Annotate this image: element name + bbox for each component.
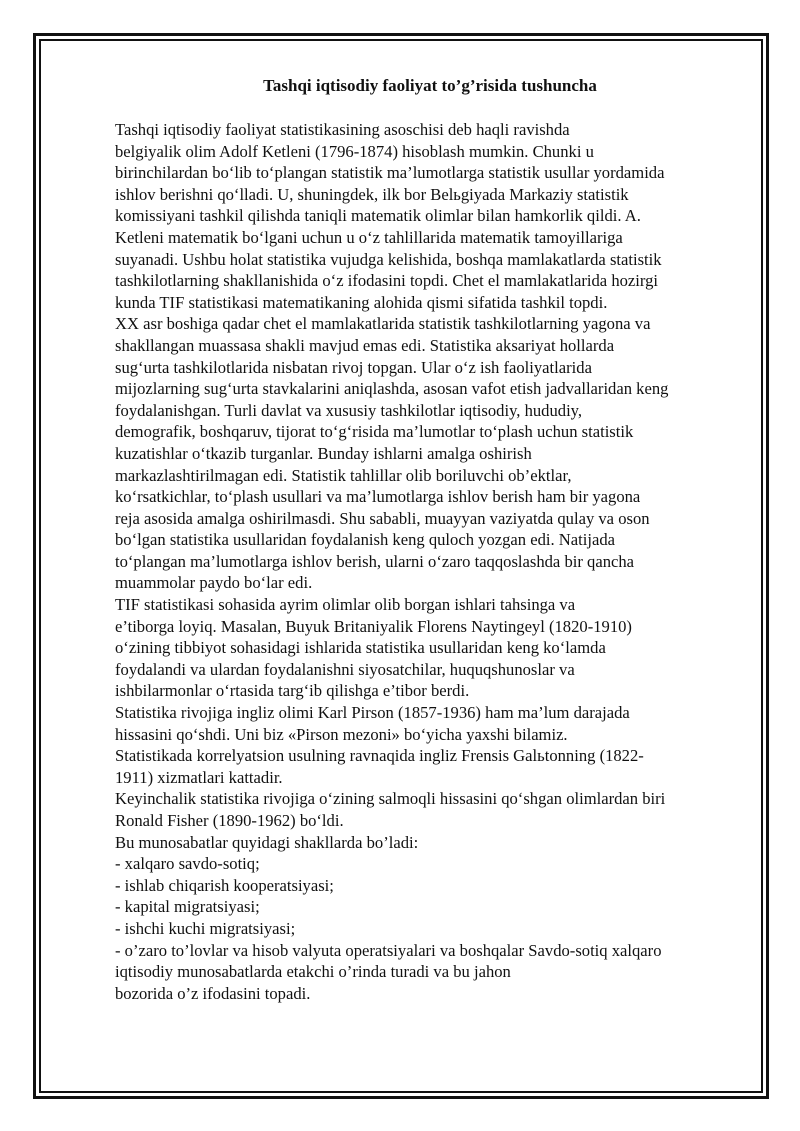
text-line: - ishlab chiqarish kooperatsiyasi;	[115, 875, 334, 895]
text-line: foydalandi va ulardan foydalanishni siyosatchilar, huquqshunoslar va	[115, 659, 575, 679]
text-line: - kapital migratsiyasi;	[115, 897, 260, 917]
text-line: foydalanishgan. Turli davlat va xususiy tashkilotlar iqtisodiy, hududiy,	[115, 400, 583, 420]
text-line: Bu munosabatlar quyidagi shakllarda bo’ladi:	[115, 832, 419, 852]
text-line: bozorida o’z ifodasini topadi.	[115, 983, 311, 1003]
text-line: Statistikada korrelyatsion usulning ravnaqida ingliz Frensis Galьtonning (1822-	[115, 746, 644, 766]
text-line: bo‘lgan statistika usullaridan foydalanish keng quloch yozgan edi. Natijada	[115, 530, 615, 550]
text-line: 1911) xizmatlari kattadir.	[115, 767, 283, 787]
text-line: ishbilarmonlar o‘rtasida targ‘ib qilishga e’tibor berdi.	[115, 681, 470, 701]
text-line: komissiyani tashkil qilishda taniqli matematik olimlar bilan hamkorlik qildi. A.	[115, 206, 641, 226]
text-line: belgiyalik olim Adolf Ketleni (1796-1874) hisoblash mumkin. Chunki u	[115, 141, 594, 161]
text-line: - o’zaro to’lovlar va hisob valyuta operatsiyalari va boshqalar Savdo-sotiq xalqaro	[115, 940, 662, 960]
text-line: - xalqaro savdo-sotiq;	[115, 854, 260, 874]
text-line: birinchilardan bo‘lib to‘plangan statistik ma’lumotlarga statistik usullar yordamida	[115, 163, 665, 183]
text-line: shakllangan muassasa shakli mavjud emas edi. Statistika aksariyat hollarda	[115, 335, 615, 355]
text-line: sug‘urta tashkilotlarida nisbatan rivoj topgan. Ular o‘z ish faoliyatlarida	[115, 357, 592, 377]
text-line: tashkilotlarning shakllanishida o‘z ifodasini topdi. Chet el mamlakatlarida hozirgi	[115, 271, 659, 291]
text-line: suyanadi. Ushbu holat statistika vujudga kelishida, boshqa mamlakatlarda statistik	[115, 249, 662, 269]
text-line: - ishchi kuchi migratsiyasi;	[115, 918, 296, 938]
text-line: reja asosida amalga oshirilmasdi. Shu sababli, muayyan vaziyatda qulay va oson	[115, 508, 650, 528]
text-line: Ronald Fisher (1890-1962) bo‘ldi.	[115, 811, 344, 830]
document-title: Tashqi iqtisodiy faoliyat to’g’risida tushuncha	[263, 76, 597, 95]
text-line: mijozlarning sug‘urta stavkalarini aniqlashda, asosan vafot etish jadvallaridan keng	[115, 379, 669, 399]
text-line: markazlashtirilmagan edi. Statistik tahlillar olib boriluvchi ob’ektlar,	[115, 465, 572, 485]
text-line: Keyinchalik statistika rivojiga o‘zining salmoqli hissasini qo‘shgan olimlardan biri	[115, 789, 666, 809]
text-line: Ketleni matematik bo‘lgani uchun u o‘z tahlillarida matematik tamoyillariga	[115, 227, 623, 247]
text-line: demografik, boshqaruv, tijorat to‘g‘risida ma’lumotlar to‘plash uchun statistik	[115, 422, 634, 442]
text-line: kuzatishlar o‘tkazib turganlar. Bunday ishlarni amalga oshirish	[115, 443, 532, 463]
document-body	[115, 119, 750, 1004]
text-line: e’tiborga loyiq. Masalan, Buyuk Britaniyalik Florens Naytingeyl (1820-1910)	[115, 616, 632, 636]
text-line: Statistika rivojiga ingliz olimi Karl Pirson (1857-1936) ham ma’lum darajada	[115, 703, 630, 723]
text-line: iqtisodiy munosabatlarda etakchi o’rinda turadi va bu jahon	[115, 962, 511, 982]
text-line: kunda TIF statistikasi matematikaning alohida qismi sifatida tashkil topdi.	[115, 292, 608, 312]
text-line: Tashqi iqtisodiy faoliyat statistikasining asoschisi deb haqli ravishda	[115, 120, 570, 139]
text-line: XX asr boshiga qadar chet el mamlakatlarida statistik tashkilotlarning yagona va	[115, 314, 651, 334]
text-line: ko‘rsatkichlar, to‘plash usullari va ma’lumotlarga ishlov berish ham bir yagona	[115, 487, 641, 507]
text-line: muammolar paydo bo‘lar edi.	[115, 573, 313, 593]
text-line: TIF statistikasi sohasida ayrim olimlar olib borgan ishlari tahsinga va	[115, 595, 576, 615]
text-line: hissasini qo‘shdi. Uni biz «Pirson mezoni» bo‘yicha yaxshi bilamiz.	[115, 724, 568, 744]
text-line: ishlov berishni qo‘lladi. U, shuningdek, ilk bor Belьgiyada Markaziy statistik	[115, 184, 629, 204]
text-line: to‘plangan ma’lumotlarga ishlov berish, ularni o‘zaro taqqoslashda bir qancha	[115, 551, 635, 571]
text-line: o‘zining tibbiyot sohasidagi ishlarida statistika usullaridan keng ko‘lamda	[115, 638, 606, 658]
